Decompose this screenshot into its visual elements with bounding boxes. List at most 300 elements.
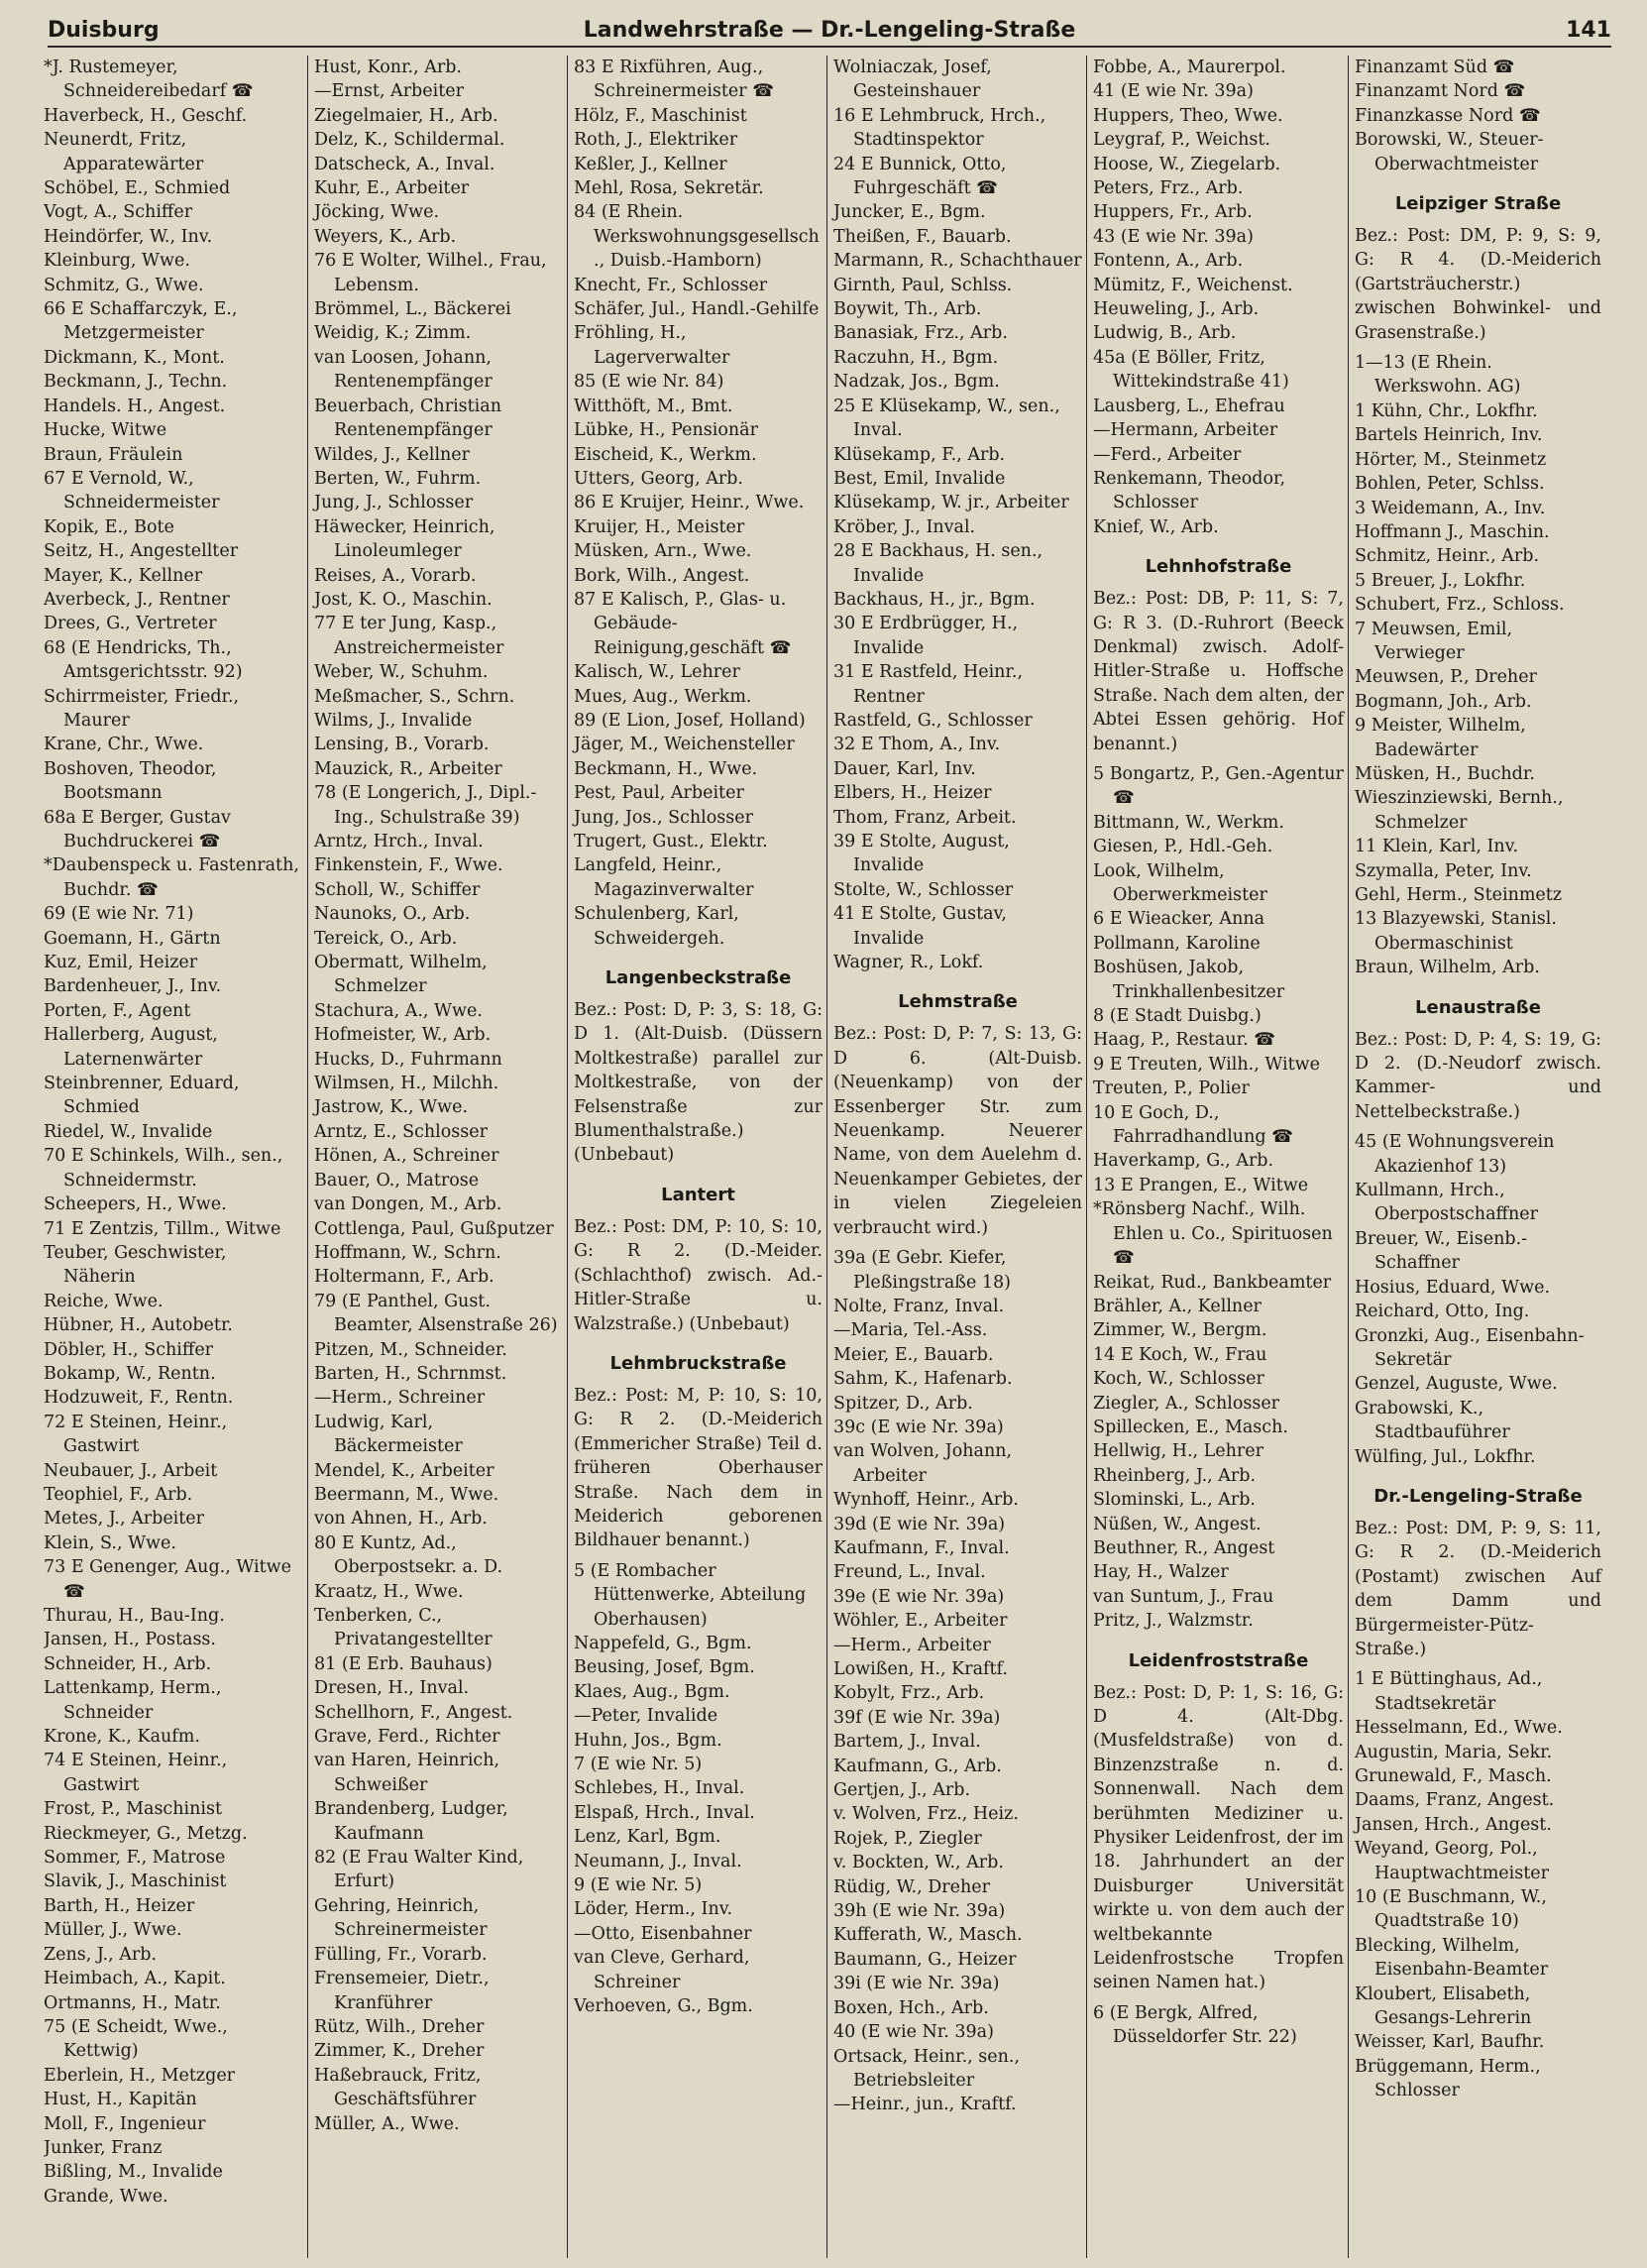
resident-entry: 68a E Berger, Gustav Buchdruckerei ☎ [44,807,231,851]
resident-entry: 9 E Treuten, Wilh., Witwe [1093,1054,1320,1075]
resident-entry: Averbeck, J., Rentner [44,589,230,610]
street-description: Bez.: Post: DB, P: 11, S: 7, G: R 3. (D.-Ruhrort (Beeck Denkmal) zwisch. Adolf-Hitler-Straße u. Hoffsche Straße. Nach dem alten, der Abtei Essen gehörig. Hof benannt.) [1093,589,1344,754]
page-header [48,16,1611,48]
resident-entry: Hofmeister, W., Arb. [314,1025,492,1046]
resident-entry: Naunoks, O., Arb. [314,904,471,925]
resident-entry: 74 E Steinen, Heinr., Gastwirt [44,1751,228,1795]
resident-entry: Kloubert, Elisabeth, Gesangs-Lehrerin [1355,1984,1532,2029]
resident-entry: Krane, Chr., Wwe. [44,735,204,755]
resident-entry: —Hermann, Arbeiter [1093,420,1278,441]
resident-entry: Blecking, Wilhelm, Eisenbahn-Beamter [1355,1935,1549,1981]
resident-entry: Nolte, Franz, Inval. [833,1296,1005,1316]
resident-entry: Genzel, Auguste, Wwe. [1355,1374,1558,1395]
resident-entry: Wildes, J., Kellner [314,444,471,465]
resident-entry: Hoose, W., Ziegelarb. [1093,154,1281,174]
street-description: Bez.: Post: D, P: 7, S: 13, G: D 6. (Alt-Duisb. (Neuenkamp) von der Essenberger Str. zum Neuenkamp. Neuerer Name, von dem Auelehm d. Neuenkamper Gebietes, der in vielen Ziegeleien verbraucht wird.) [833,1024,1082,1238]
resident-entry: 1—13 (E Rhein. Werkswohn. AG) [1355,353,1521,397]
resident-entry: 6 (E Bergk, Alfred, Düsseldorfer Str. 22) [1093,2002,1297,2048]
resident-entry: 3 Weidemann, A., Inv. [1355,498,1546,518]
column-5 [1086,56,1348,2258]
resident-entry: Haverkamp, G., Arb. [1093,1151,1274,1172]
resident-entry: Borowski, W., Steuer-Oberwachtmeister [1355,130,1544,174]
resident-entry: Kuhr, E., Arbeiter [314,178,470,199]
resident-entry: 30 E Erdbrügger, H., Invalide [833,614,1019,658]
resident-entry: 39a (E Gebr. Kiefer, Pleßingstraße 18) [833,1248,1012,1293]
resident-entry: Lenz, Karl, Bgm. [574,1827,721,1848]
street-heading: Lenaustraße [1415,996,1541,1018]
resident-entry: 39 E Stolte, August, Invalide [833,832,1010,876]
resident-entry: Haverbeck, H., Geschf. [44,105,248,126]
resident-entry: Wülfing, Jul., Lokfhr. [1355,1446,1536,1467]
resident-entry: 75 (E Scheidt, Wwe., Kettwig) [44,2016,228,2062]
resident-entry: 89 (E Lion, Josef, Holland) [574,710,806,731]
resident-entry: 67 E Vernold, W., Schneidermeister [44,468,220,513]
resident-entry: Heindörfer, W., Inv. [44,226,213,247]
resident-entry: Nüßen, W., Angest. [1093,1514,1262,1534]
resident-entry: Freund, L., Inval. [833,1562,986,1583]
resident-entry: Lübke, H., Pensionär [574,420,758,441]
resident-entry: Hoffmann, W., Schrn. [314,1242,501,1263]
resident-entry: 13 E Prangen, E., Witwe [1093,1175,1309,1195]
resident-entry: Mayer, K., Kellner [44,565,203,586]
resident-entry: Brüggemann, Herm., Schlosser [1355,2056,1541,2101]
resident-entry: Slominski, L., Arb. [1093,1490,1256,1511]
street-heading: Lehmbruckstraße [609,1352,787,1374]
resident-entry: Knecht, Fr., Schlosser [574,275,768,295]
resident-entry: Zens, J., Arb. [44,1944,158,1965]
resident-entry: Klüsekamp, W. jr., Arbeiter [833,493,1069,513]
resident-entry: van Wolven, Johann, Arbeiter [833,1441,1013,1486]
resident-entry: Beuthner, R., Angest [1093,1537,1275,1558]
resident-entry: Spitzer, D., Arb. [833,1393,973,1414]
resident-entry: 69 (E wie Nr. 71) [44,904,194,925]
resident-entry: Bartem, J., Inval. [833,1732,981,1753]
resident-entry: Gehl, Herm., Steinmetz [1355,885,1563,905]
resident-entry: v. Bockten, W., Arb. [833,1853,1004,1873]
resident-entry: Pritz, J., Walzmstr. [1093,1611,1254,1632]
resident-entry: Kruijer, H., Meister [574,516,745,537]
resident-entry: Ludwig, B., Arb. [1093,323,1237,344]
resident-entry: Hellwig, H., Lehrer [1093,1441,1264,1462]
column-3 [567,56,826,2258]
resident-entry: Dickmann, K., Mont. [44,347,225,368]
resident-entry: 85 (E wie Nr. 84) [574,372,724,393]
resident-entry: Keßler, J., Kellner [574,154,727,174]
resident-entry: 24 E Bunnick, Otto, Fuhrgeschäft ☎ [833,154,1007,199]
resident-entry: Dresen, H., Inval. [314,1678,470,1699]
resident-entry: 25 E Klüsekamp, W., sen., Inval. [833,396,1060,441]
resident-entry: 7 (E wie Nr. 5) [574,1755,703,1774]
resident-entry: Beusing, Josef, Bgm. [574,1657,755,1678]
resident-entry: Berten, W., Fuhrm. [314,468,482,489]
resident-entry: 39e (E wie Nr. 39a) [833,1586,1005,1607]
resident-entry: Augustin, Maria, Sekr. [1355,1742,1553,1762]
resident-entry: Meßmacher, S., Schrn. [314,686,515,707]
resident-entry: Schneider, H., Arb. [44,1653,212,1674]
resident-entry: Spillecken, E., Masch. [1093,1417,1288,1437]
resident-entry: Finkenstein, F., Wwe. [314,855,503,876]
resident-entry: 70 E Schinkels, Wilh., sen., Schneidermstr. [44,1146,283,1191]
resident-entry: Metes, J., Arbeiter [44,1509,205,1530]
resident-entry: —Ernst, Arbeiter [314,81,464,102]
resident-entry: Baumann, G., Heizer [833,1949,1017,1970]
resident-entry: Krone, K., Kaufm. [44,1727,200,1748]
resident-entry: 14 E Koch, W., Frau [1093,1344,1267,1365]
resident-entry: Bißling, M., Invalide [44,2162,223,2183]
resident-entry: Häwecker, Heinrich, Linoleumleger [314,516,495,562]
resident-entry: Vogt, A., Schiffer [44,202,193,223]
resident-entry: Löder, Herm., Inv. [574,1899,733,1920]
resident-entry: Dauer, Karl, Inv. [833,758,976,779]
resident-entry: 1 E Büttinghaus, Ad., Stadtsekretär [1355,1669,1543,1714]
resident-entry: Arntz, E., Schlosser [314,1121,488,1142]
resident-entry: 43 (E wie Nr. 39a) [1093,226,1254,247]
resident-entry: Szymalla, Peter, Inv. [1355,860,1532,881]
resident-entry: Jöcking, Wwe. [314,202,440,223]
resident-entry: Hübner, H., Autobetr. [44,1315,233,1336]
resident-entry: Zimmer, W., Bergm. [1093,1320,1267,1341]
resident-entry: Pollmann, Karoline [1093,933,1261,954]
street-description: Bez.: Post: D, P: 4, S: 19, G: D 2. (D.-Neudorf zwisch. Kammer- und Nettelbeckstraße.) [1355,1029,1601,1122]
resident-entry: Breuer, W., Eisenb.-Schaffner [1355,1228,1528,1274]
resident-entry: van Dongen, M., Arb. [314,1194,502,1215]
resident-entry: Elspaß, Hrch., Inval. [574,1802,755,1823]
resident-entry: Reichard, Otto, Ing. [1355,1302,1530,1322]
resident-entry: *J. Rustemeyer, Schneidereibedarf ☎ [44,57,254,102]
resident-entry: 8 (E Stadt Duisbg.) [1093,1006,1262,1027]
resident-entry: Wolniaczak, Josef, Gesteinshauer [833,57,992,102]
resident-entry: Weyand, Georg, Pol., Hauptwachtmeister [1355,1839,1549,1883]
resident-entry: 11 Klein, Karl, Inv. [1355,837,1519,857]
resident-entry: Reiche, Wwe. [44,1291,164,1311]
resident-entry: Theißen, F., Bauarb. [833,226,1012,247]
resident-entry: Koch, W., Schlosser [1093,1369,1264,1390]
resident-entry: Schmitz, G., Wwe. [44,275,204,295]
resident-entry: Look, Wilhelm, Oberwerkmeister [1093,860,1267,905]
resident-entry: Lausberg, L., Ehefrau [1093,396,1285,416]
resident-entry: Kalisch, W., Lehrer [574,662,740,683]
resident-entry: van Haren, Heinrich, Schweißer [314,1751,500,1795]
resident-entry: 39h (E wie Nr. 39a) [833,1901,1006,1922]
resident-entry: Kraatz, H., Wwe. [314,1581,464,1602]
resident-entry: Sahm, K., Hafenarb. [833,1369,1013,1390]
resident-entry: Pest, Paul, Arbeiter [574,783,744,804]
street-description: Bez.: Post: DM, P: 10, S: 10, G: R 2. (D.-Meider. (Schlachthof) zwisch. Ad.-Hitler-Straße u. Walzstraße.) (Unbebaut) [574,1216,823,1334]
resident-entry: Holtermann, F., Arb. [314,1267,494,1288]
resident-entry: Finanzamt Süd ☎ [1355,57,1515,77]
column-4 [826,56,1086,2258]
resident-entry: Kleinburg, Wwe. [44,251,190,272]
resident-entry: 10 E Goch, D., Fahrradhandlung ☎ [1093,1102,1293,1148]
resident-entry: Schirrmeister, Friedr., Maurer [44,686,240,731]
resident-entry: Finanzamt Nord ☎ [1355,81,1526,102]
resident-entry: Porten, F., Agent [44,1000,191,1021]
resident-entry: Stolte, W., Schlosser [833,879,1014,900]
resident-entry: Bardenheuer, J., Inv. [44,976,222,997]
resident-entry: —Herm., Schreiner [314,1388,486,1409]
resident-entry: Müller, A., Wwe. [314,2113,460,2134]
resident-entry: —Herm., Arbeiter [833,1635,991,1655]
resident-entry: Bohlen, Peter, Schlss. [1355,474,1545,495]
resident-entry: Kaufmann, F., Inval. [833,1537,1010,1558]
resident-entry: Raczuhn, H., Bgm. [833,347,999,368]
resident-entry: *Rönsberg Nachf., Wilh. Ehlen u. Co., Spirituosen ☎ [1093,1199,1333,1269]
resident-entry: 45a (E Böller, Fritz, Wittekindstraße 41) [1093,347,1289,393]
resident-entry: Schäfer, Jul., Handl.-Gehilfe [574,299,820,320]
resident-entry: Weber, W., Schuhm. [314,662,489,683]
resident-entry: 32 E Thom, A., Inv. [833,735,1001,755]
resident-entry: Goemann, H., Gärtn [44,928,221,949]
resident-entry: Cottlenga, Paul, Gußputzer [314,1218,554,1239]
resident-entry: 77 E ter Jung, Kasp., Anstreichermeister [314,614,504,658]
resident-entry: Seitz, H., Angestellter [44,541,239,562]
resident-entry: Renkemann, Theodor, Schlosser [1093,468,1286,513]
resident-entry: Marmann, R., Schachthauer [833,251,1082,272]
resident-entry: Bartels Heinrich, Inv. [1355,425,1543,446]
resident-entry: Gehring, Heinrich, Schreinermeister [314,1895,488,1941]
resident-entry: Hosius, Eduard, Wwe. [1355,1277,1551,1298]
resident-entry: *Daubenspeck u. Fastenrath, Buchdr. ☎ [44,855,299,900]
resident-entry: 7 Meuwsen, Emil, Verwieger [1355,619,1513,663]
resident-entry: Hucks, D., Fuhrmann [314,1049,502,1070]
resident-entry: Roth, J., Elektriker [574,130,738,151]
resident-entry: 39f (E wie Nr. 39a) [833,1707,1001,1728]
street-heading: Lantert [661,1184,735,1205]
street-heading: Leidenfroststraße [1128,1649,1309,1671]
resident-entry: —Heinr., jun., Kraftf. [833,2095,1017,2115]
resident-entry: Tereick, O., Arb. [314,928,458,949]
resident-entry: Peters, Frz., Arb. [1093,178,1244,199]
column-2 [307,56,567,2258]
resident-entry: Teuber, Geschwister, Näherin [44,1242,227,1288]
resident-entry: Schellhorn, F., Angest. [314,1702,513,1723]
street-heading: Leipziger Straße [1394,193,1562,215]
resident-entry: Müller, J., Wwe. [44,1920,182,1941]
resident-entry: Hölz, F., Maschinist [574,105,747,126]
resident-entry: 16 E Lehmbruck, Hrch., Stadtinspektor [833,105,1046,151]
resident-entry: Knief, W., Arb. [1093,516,1219,537]
resident-entry: Gronzki, Aug., Eisenbahn-Sekretär [1355,1325,1585,1370]
resident-entry: Schlebes, H., Inval. [574,1778,745,1799]
resident-entry: Wynhoff, Heinr., Arb. [833,1490,1019,1511]
resident-entry: Zimmer, K., Dreher [314,2041,485,2062]
column-1 [44,56,307,2258]
resident-entry: Boywit, Th., Arb. [833,299,982,320]
resident-entry: Trugert, Gust., Elektr. [574,832,768,851]
street-heading: Dr.-Lengeling-Straße [1373,1485,1583,1507]
column-6 [1348,56,1605,2258]
resident-entry: Backhaus, H., jr., Bgm. [833,589,1036,610]
page-number: 141 [1566,18,1611,43]
resident-entry: Thom, Franz, Arbeit. [833,807,1017,828]
resident-entry: Rastfeld, G., Schlosser [833,710,1033,731]
resident-entry: Ziegelmaier, H., Arb. [314,105,498,126]
resident-entry: 80 E Kuntz, Ad., Oberpostsekr. a. D. [314,1532,503,1578]
resident-entry: Elbers, H., Heizer [833,783,992,804]
resident-entry: 86 E Kruijer, Heinr., Wwe. [574,493,805,513]
resident-entry: Handels. H., Angest. [44,396,226,416]
resident-entry: 41 E Stolte, Gustav, Invalide [833,904,1007,949]
resident-entry: Wöhler, E., Arbeiter [833,1611,1008,1632]
resident-entry: 5 (E Rombacher Hüttenwerke, Abteilung Oberhausen) [574,1560,807,1630]
resident-entry: 41 (E wie Nr. 39a) [1093,81,1254,102]
resident-entry: Neunerdt, Fritz, Apparatewärter [44,130,204,174]
resident-entry: Brähler, A., Kellner [1093,1296,1262,1316]
resident-entry: Juncker, E., Bgm. [833,202,986,223]
resident-entry: Schmitz, Heinr., Arb. [1355,546,1540,567]
resident-entry: Stachura, A., Wwe. [314,1000,483,1021]
resident-entry: Lowißen, H., Kraftf. [833,1659,1008,1679]
resident-entry: 39c (E wie Nr. 39a) [833,1417,1004,1437]
resident-entry: Huhn, Jos., Bgm. [574,1730,722,1751]
resident-entry: Hallerberg, August, Laternenwärter [44,1025,218,1070]
resident-entry: 81 (E Erb. Bauhaus) [314,1653,493,1674]
resident-entry: Grunewald, F., Masch. [1355,1766,1552,1786]
resident-entry: Hörter, M., Steinmetz [1355,449,1547,470]
resident-entry: Klein, S., Wwe. [44,1532,176,1553]
resident-entry: Kopik, E., Bote [44,516,174,537]
resident-entry: Mehl, Rosa, Sekretär. [574,178,764,199]
resident-entry: Nappefeld, G., Bgm. [574,1633,752,1653]
resident-entry: Steinbrenner, Eduard, Schmied [44,1074,240,1118]
resident-entry: Hust, Konr., Arb. [314,57,462,77]
resident-entry: Grave, Ferd., Richter [314,1727,500,1748]
resident-entry: Lensing, B., Vorarb. [314,735,490,755]
resident-entry: Verhoeven, G., Bgm. [574,1996,753,2017]
resident-entry: 31 E Rastfeld, Heinr., Rentner [833,662,1024,707]
resident-entry: Tenberken, C., Privatangestellter [314,1606,493,1650]
resident-entry: Mauzick, R., Arbeiter [314,758,502,779]
street-description: Bez.: Post: D, P: 3, S: 18, G: D 1. (Alt-Duisb. (Düssern Moltkestraße) parallel zur Moltkestraße, von der Felsenstraße zur Blumenthalstraße.) (Unbebaut) [574,1000,823,1166]
resident-entry: Fülling, Fr., Vorarb. [314,1944,488,1965]
resident-entry: Schöbel, E., Schmied [44,178,231,199]
resident-entry: 39d (E wie Nr. 39a) [833,1514,1006,1534]
resident-entry: Thurau, H., Bau-Ing. [44,1606,225,1626]
street-description: Bez.: Post: M, P: 10, S: 10, G: R 2. (D.-Meiderich (Emmericher Straße) Teil d. früheren Oberhauser Straße. Nach dem in Meiderich geborenen Bildhauer benannt.) [574,1385,823,1551]
resident-entry: Reises, A., Vorarb. [314,565,477,586]
street-heading: Lehmstraße [898,991,1018,1013]
street-description: Bez.: Post: D, P: 1, S: 16, G: D 4. (Alt-Dbg. (Musfeldstraße) von d. Binzenzstraße n. d. Sonnenwall. Nach dem berühmten Mediziner u. Physiker Leidenfrost, der im 18. Jahrhundert an der Duisburger Universität wirkte u. von dem auch der weltbekannte Leidenfrostsche Tropfen seinen Namen hat.) [1093,1682,1344,1993]
resident-entry: Gertjen, J., Arb. [833,1780,971,1801]
resident-entry: Hodzuweit, F., Rentn. [44,1388,234,1409]
resident-entry: Jung, J., Schlosser [314,493,474,513]
resident-entry: Schulenberg, Karl, Schweidergeh. [574,904,739,949]
resident-entry: 6 E Wieacker, Anna [1093,909,1265,930]
resident-entry: Kobylt, Frz., Arb. [833,1683,985,1704]
resident-entry: Barten, H., Schrnmst. [314,1363,507,1384]
resident-entry: von Ahnen, H., Arb. [314,1509,488,1530]
resident-entry: Ortsack, Heinr., sen., Betriebsleiter [833,2046,1021,2091]
resident-entry: Jäger, M., Weichensteller [574,735,795,755]
resident-entry: v. Wolven, Frz., Heiz. [833,1804,1019,1825]
resident-entry: 72 E Steinen, Heinr., Gastwirt [44,1412,228,1457]
resident-entry: Mendel, K., Arbeiter [314,1460,494,1481]
resident-entry: Slavik, J., Maschinist [44,1871,227,1892]
resident-entry: Kullmann, Hrch., Oberpostschaffner [1355,1181,1538,1225]
header-city: Duisburg [48,18,160,43]
street-heading: Langenbeckstraße [604,967,792,989]
resident-entry: Wilmsen, H., Milchh. [314,1074,499,1094]
resident-entry: Scholl, W., Schiffer [314,879,481,900]
resident-entry: Delz, K., Schildermal. [314,130,505,151]
resident-entry: Boshoven, Theodor, Bootsmann [44,758,217,804]
resident-entry: 39i (E wie Nr. 39a) [833,1974,1000,1994]
resident-entry: 71 E Zentzis, Tillm., Witwe [44,1218,281,1239]
resident-entry: Mümitz, F., Weichenst. [1093,275,1293,295]
resident-entry: Leygraf, P., Weichst. [1093,130,1270,151]
resident-entry: Rheinberg, J., Arb. [1093,1465,1257,1486]
resident-entry: Huppers, Fr., Arb. [1093,202,1253,223]
resident-entry: —Otto, Eisenbahner [574,1923,752,1944]
resident-entry: Treuten, P., Polier [1093,1078,1250,1099]
resident-entry: Arntz, Hrch., Inval. [314,832,484,851]
resident-entry: Kufferath, W., Masch. [833,1925,1023,1946]
resident-entry: van Cleve, Gerhard, Schreiner [574,1948,750,1992]
resident-entry: Jansen, Hrch., Angest. [1355,1814,1552,1835]
resident-entry: Kröber, J., Inval. [833,516,976,537]
resident-entry: Jastrow, K., Wwe. [314,1097,469,1118]
resident-entry: Sommer, F., Matrose [44,1848,226,1869]
resident-entry: Wieszinziewski, Bernh., Schmelzer [1355,788,1564,833]
header-street-range: Landwehrstraße — Dr.-Lengeling-Straße [583,18,1076,43]
resident-entry: 28 E Backhaus, H. sen., Invalide [833,541,1043,586]
resident-entry: Nadzak, Jos., Bgm. [833,372,1000,393]
resident-entry: Eberlein, H., Metzger [44,2065,236,2086]
resident-entry: Haag, P., Restaur. ☎ [1093,1030,1275,1051]
resident-entry: 83 E Rixführen, Aug., Schreinermeister ☎ [574,57,775,102]
resident-entry: 13 Blazyewski, Stanisl. Obermaschinist [1355,909,1557,954]
resident-entry: 79 (E Panthel, Gust. Beamter, Alsenstraße 26) [314,1291,558,1336]
resident-entry: Haßebrauck, Fritz, Geschäftsführer [314,2065,482,2110]
resident-entry: Rütz, Wilh., Dreher [314,2016,485,2037]
resident-entry: Scheepers, H., Wwe. [44,1194,227,1215]
resident-entry: Fontenn, A., Arb. [1093,251,1244,272]
resident-entry: Beermann, M., Wwe. [314,1484,499,1505]
resident-entry: 76 E Wolter, Wilhel., Frau, Lebensm. [314,251,547,295]
resident-entry: Heimbach, A., Kapit. [44,1969,226,1989]
resident-entry: Neumann, J., Inval. [574,1851,742,1871]
resident-entry: Ludwig, Karl, Bäckermeister [314,1412,463,1457]
resident-entry: van Suntum, J., Frau [1093,1586,1274,1607]
resident-entry: 87 E Kalisch, P., Glas- u. Gebäude-Reinigung,geschäft ☎ [574,589,792,658]
resident-entry: Bokamp, W., Rentn. [44,1363,216,1384]
resident-entry: Moll, F., Ingenieur [44,2113,206,2134]
resident-entry: Ziegler, A., Schlosser [1093,1393,1280,1414]
resident-entry: Hoffmann J., Maschin. [1355,521,1550,542]
resident-entry: Rieckmeyer, G., Metzg. [44,1823,248,1844]
resident-entry: Frost, P., Maschinist [44,1799,222,1820]
resident-entry: Reikat, Rud., Bankbeamter [1093,1272,1332,1293]
resident-entry: Pitzen, M., Schneider. [314,1339,507,1360]
resident-entry: Hay, H., Walzer [1093,1562,1229,1583]
street-description: Bez.: Post: DM, P: 9, S: 9, G: R 4. (D.-Meiderich (Gartsträucherstr.) zwischen Bohwinkel- und Grasenstraße.) [1355,226,1601,343]
resident-entry: Hesselmann, Ed., Wwe. [1355,1718,1563,1739]
resident-entry: Kaufmann, G., Arb. [833,1756,1002,1776]
resident-entry: Müsken, H., Buchdr. [1355,763,1535,784]
resident-entry: Mues, Aug., Werkm. [574,686,752,707]
resident-entry: 9 (E wie Nr. 5) [574,1875,703,1896]
resident-entry: Kuz, Emil, Heizer [44,953,198,973]
resident-entry: Müsken, Arn., Wwe. [574,541,752,562]
resident-entry: Grande, Wwe. [44,2186,168,2207]
resident-entry: 9 Meister, Wilhelm, Badewärter [1355,716,1526,760]
resident-entry: —Ferd., Arbeiter [1093,444,1242,465]
resident-entry: Daams, Franz, Angest. [1355,1790,1555,1811]
resident-entry: Obermatt, Wilhelm, Schmelzer [314,953,488,997]
resident-entry: Jansen, H., Postass. [44,1630,216,1650]
resident-entry: —Peter, Invalide [574,1706,718,1727]
resident-entry: Meier, E., Bauarb. [833,1344,994,1365]
